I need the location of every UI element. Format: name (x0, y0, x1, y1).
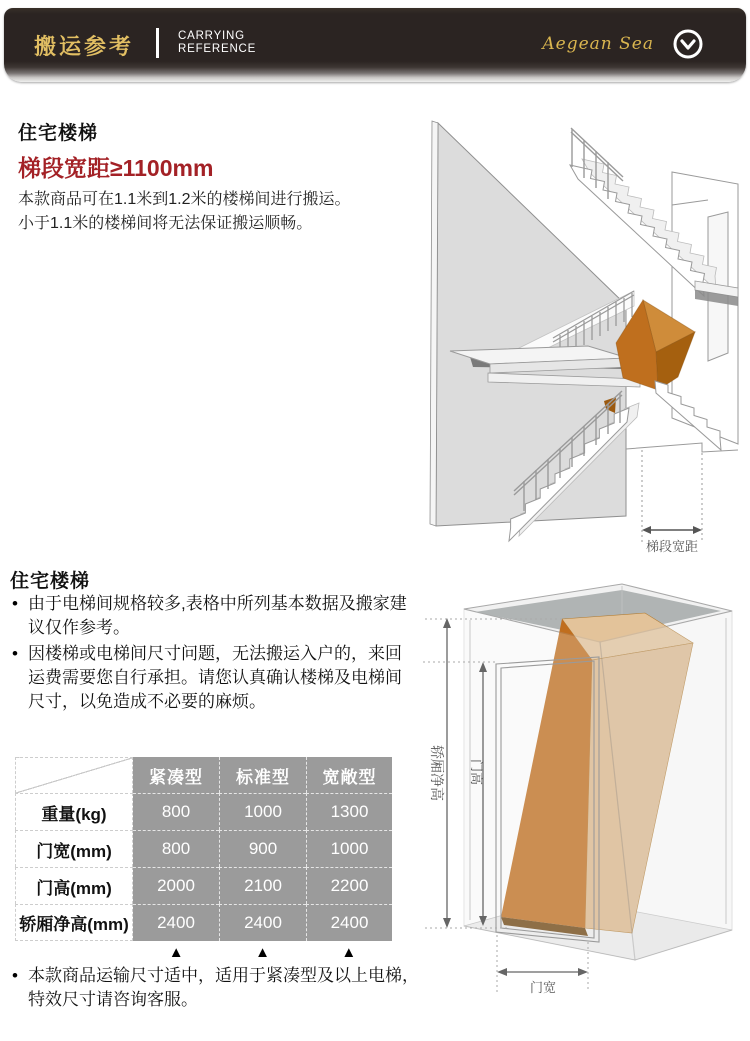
table-cell: 900 (219, 830, 306, 867)
table-cell: 1000 (306, 830, 392, 867)
stairs-note-line2: 小于1.1米的楼梯间将无法保证搬运顺畅。 (18, 215, 313, 232)
table-cell: 2400 (133, 904, 219, 941)
table-cell: 2400 (306, 904, 392, 941)
banner-title-cn: 搬运参考 (34, 34, 135, 59)
banner-title-en-line2: REFERENCE (178, 43, 257, 55)
door-height-label: 门高 (469, 758, 484, 786)
table-row-label: 重量(kg) (15, 793, 133, 830)
table-corner-cell (15, 757, 133, 793)
stairs-note-line1: 本款商品可在1.1米到1.2米的楼梯间进行搬运。 (18, 191, 351, 208)
door-width-label: 门宽 (529, 980, 557, 995)
triangle-marker: ▲ (341, 944, 357, 961)
table-row-label: 门宽(mm) (15, 830, 133, 867)
triangle-marker: ▲ (255, 944, 270, 961)
elevator-spec-table (15, 757, 392, 941)
stairs-dim-label: 梯段宽距 (645, 539, 699, 554)
table-column-markers (133, 944, 392, 962)
table-col-header: 标准型 (219, 757, 306, 793)
table-col-header: 宽敞型 (306, 757, 392, 793)
table-col-header: 紧凑型 (133, 757, 219, 793)
table-cell: 1000 (219, 793, 306, 830)
stairs-illustration (420, 95, 750, 565)
table-cell: 800 (133, 793, 219, 830)
stairs-highlight: 梯段宽距≥1100mm (18, 155, 214, 181)
table-cell: 2000 (133, 867, 219, 904)
brand-script-text: Aegean Sea (542, 34, 654, 54)
elevator-bullet-1: • 由于电梯间规格较多,表格中所列基本数据及搬家建议仅作参考。 (12, 592, 416, 640)
transport-footnote (12, 964, 428, 1014)
chevron-down-icon[interactable] (672, 28, 704, 60)
table-row-label: 门高(mm) (15, 867, 133, 904)
banner-title-en (178, 30, 256, 56)
table-cell: 2200 (306, 867, 392, 904)
car-height-label: 轿厢净高 (429, 745, 445, 801)
triangle-marker: ▲ (168, 944, 184, 961)
stairs-section-title: 住宅楼梯 (18, 123, 99, 144)
stairs-dimension (642, 443, 702, 554)
section-banner (4, 8, 746, 82)
table-row-label: 轿厢净高(mm) (15, 904, 133, 941)
elevator-bullet-list (12, 592, 416, 716)
banner-divider (156, 28, 159, 58)
elevator-illustration (415, 580, 750, 1020)
table-cell: 2100 (219, 867, 306, 904)
table-cell: 1300 (306, 793, 392, 830)
banner-title-en-line1: CARRYING (178, 30, 245, 42)
elevator-bullet-2: • 因楼梯或电梯间尺寸问题，无法搬运入户的，来回运费需要您自行承担。请您认真确认楼梯及电梯间尺寸，以免造成不必要的麻烦。 (12, 642, 416, 714)
footnote-text: • 本款商品运输尺寸适中，适用于紧凑型及以上电梯，特效尺寸请咨询客服。 (12, 964, 428, 1012)
table-cell: 800 (133, 830, 219, 867)
elevator-section-title: 住宅楼梯 (10, 571, 91, 592)
table-cell: 2400 (219, 904, 306, 941)
